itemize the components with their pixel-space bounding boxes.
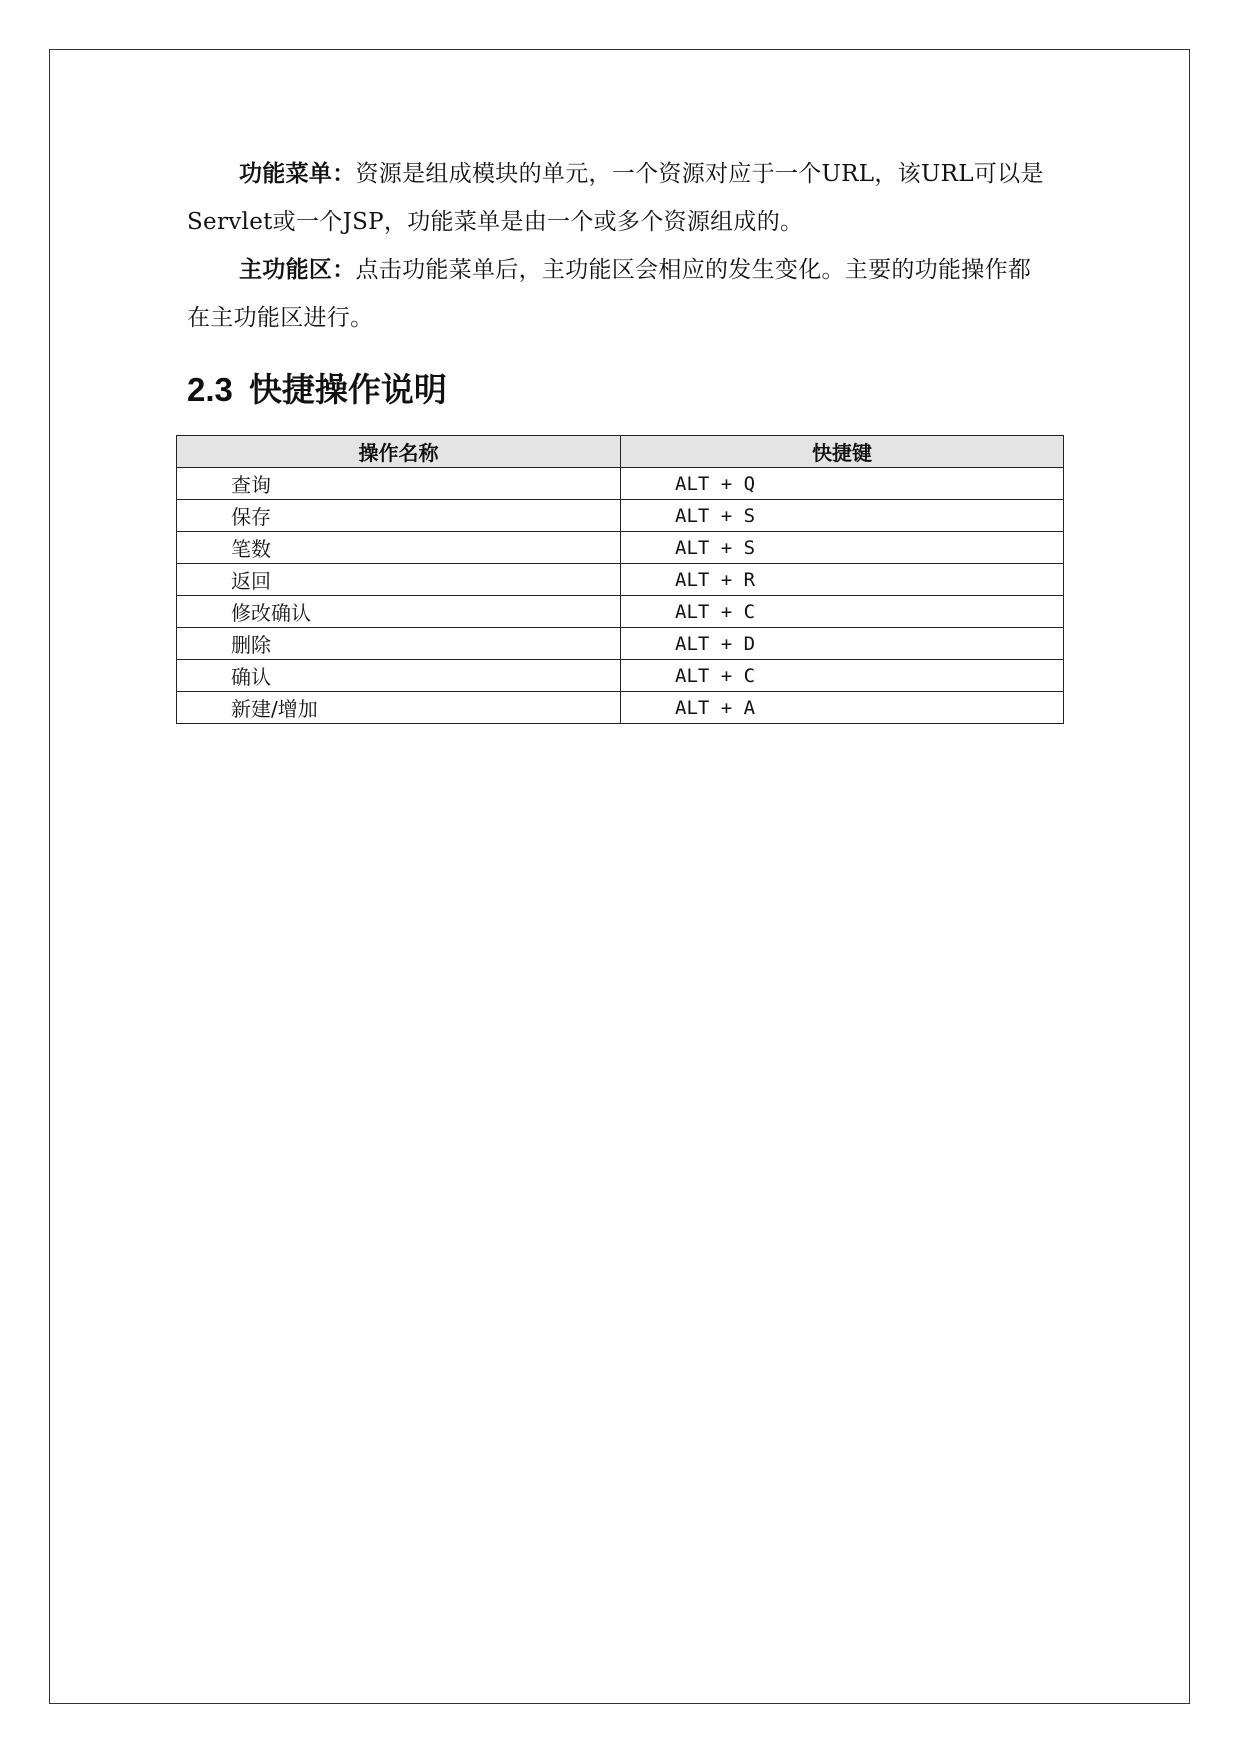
table-row [177, 500, 1064, 532]
section-title-text: 快捷操作说明 [248, 371, 447, 408]
shortcut-key-cell: ALT + S [621, 500, 1064, 532]
table-row [177, 596, 1064, 628]
body-text [187, 150, 1053, 342]
shortcut-key-cell: ALT + C [621, 596, 1064, 628]
paragraph-lead: 主功能区： [239, 257, 356, 283]
table-row [177, 628, 1064, 660]
shortcut-key-cell: ALT + R [621, 564, 1064, 596]
paragraph-main-area [187, 246, 1053, 342]
section-heading [187, 364, 447, 416]
paragraph-text: 资源是组成模块的单元，一个资源对应于一个URL，该URL可以是Servlet或一个JSP，功能菜单是由一个或多个资源组成的。 [187, 161, 1044, 235]
table-row [177, 468, 1064, 500]
table-header-row [177, 436, 1064, 468]
operation-name-cell: 删除 [177, 628, 621, 660]
column-header-operation: 操作名称 [177, 436, 621, 468]
shortcut-table [176, 435, 1064, 724]
operation-name-cell: 确认 [177, 660, 621, 692]
paragraph-function-menu [187, 150, 1053, 246]
paragraph-text: 点击功能菜单后，主功能区会相应的发生变化。主要的功能操作都在主功能区进行。 [187, 257, 1032, 331]
table-row [177, 660, 1064, 692]
operation-name-cell: 返回 [177, 564, 621, 596]
operation-name-cell: 修改确认 [177, 596, 621, 628]
shortcut-key-cell: ALT + D [621, 628, 1064, 660]
operation-name-cell: 保存 [177, 500, 621, 532]
operation-name-cell: 笔数 [177, 532, 621, 564]
paragraph-lead: 功能菜单： [239, 161, 356, 187]
section-number: 2.3 [187, 371, 233, 408]
operation-name-cell: 查询 [177, 468, 621, 500]
shortcut-key-cell: ALT + S [621, 532, 1064, 564]
operation-name-cell: 新建/增加 [177, 692, 621, 724]
shortcut-key-cell: ALT + C [621, 660, 1064, 692]
table-row [177, 692, 1064, 724]
shortcut-key-cell: ALT + A [621, 692, 1064, 724]
table-row [177, 564, 1064, 596]
shortcut-key-cell: ALT + Q [621, 468, 1064, 500]
table-row [177, 532, 1064, 564]
column-header-shortcut: 快捷键 [621, 436, 1064, 468]
